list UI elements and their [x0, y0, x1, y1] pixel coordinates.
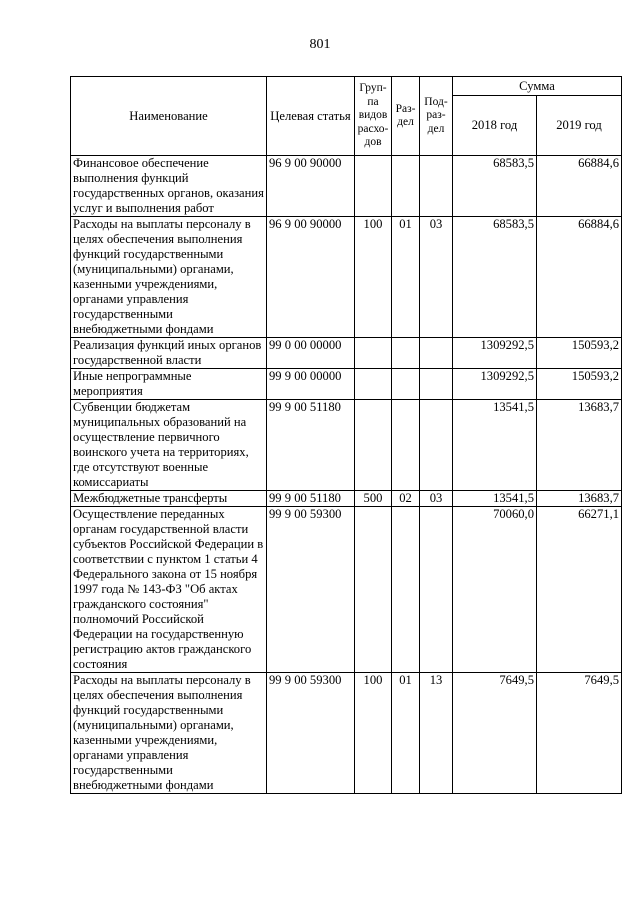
row-group: 500	[355, 491, 392, 507]
header-sum: Сумма	[453, 77, 622, 96]
row-name: Финансовое обеспечение выполнения функций государственных органов, оказания услуг и выполнения работ	[71, 156, 267, 217]
header-subsection: Под-раз-дел	[420, 77, 453, 156]
row-sum-2019: 7649,5	[537, 673, 622, 794]
row-sum-2019: 150593,2	[537, 369, 622, 400]
row-sum-2019: 66884,6	[537, 156, 622, 217]
row-section: 01	[392, 217, 420, 338]
table-row	[71, 400, 622, 491]
row-article: 99 9 00 59300	[267, 673, 355, 794]
budget-table	[70, 76, 622, 794]
row-article: 99 9 00 51180	[267, 491, 355, 507]
row-article: 96 9 00 90000	[267, 217, 355, 338]
header-article: Целевая статья	[267, 77, 355, 156]
header-year-2018: 2018 год	[453, 96, 537, 156]
row-name: Межбюджетные трансферты	[71, 491, 267, 507]
row-subsection: 03	[420, 491, 453, 507]
row-article: 99 9 00 59300	[267, 507, 355, 673]
row-subsection	[420, 369, 453, 400]
page-number: 801	[309, 37, 331, 52]
row-subsection: 13	[420, 673, 453, 794]
row-subsection	[420, 338, 453, 369]
table-row	[71, 338, 622, 369]
row-name: Иные непрограммные мероприятия	[71, 369, 267, 400]
row-group: 100	[355, 673, 392, 794]
header-group: Груп-па видов расхо-дов	[355, 77, 392, 156]
table-row	[71, 156, 622, 217]
row-article: 96 9 00 90000	[267, 156, 355, 217]
row-section	[392, 507, 420, 673]
row-article: 99 0 00 00000	[267, 338, 355, 369]
row-subsection	[420, 156, 453, 217]
row-sum-2018: 68583,5	[453, 217, 537, 338]
header-year-2019: 2019 год	[537, 96, 622, 156]
row-sum-2019: 13683,7	[537, 400, 622, 491]
row-group	[355, 156, 392, 217]
table-row	[71, 507, 622, 673]
row-name: Расходы на выплаты персоналу в целях обеспечения выполнения функций государственными (муниципальными) органами, казенными учреждениями, органами управления государственными внебюджетными фондами	[71, 217, 267, 338]
row-article: 99 9 00 51180	[267, 400, 355, 491]
row-article: 99 9 00 00000	[267, 369, 355, 400]
row-section: 02	[392, 491, 420, 507]
row-subsection	[420, 400, 453, 491]
row-group	[355, 369, 392, 400]
row-sum-2019: 150593,2	[537, 338, 622, 369]
row-sum-2019: 66884,6	[537, 217, 622, 338]
row-sum-2018: 13541,5	[453, 491, 537, 507]
table-row	[71, 673, 622, 794]
row-name: Осуществление переданных органам государственной власти субъектов Российской Федерации в соответствии с пунктом 1 статьи 4 Федерального закона от 15 ноября 1997 года № 143-ФЗ "Об актах гражданского состояния" полномочий Российской Федерации на государственную регистрацию актов гражданского состояния	[71, 507, 267, 673]
row-group: 100	[355, 217, 392, 338]
table-row	[71, 491, 622, 507]
table-row	[71, 369, 622, 400]
row-name: Расходы на выплаты персоналу в целях обеспечения выполнения функций государственными (муниципальными) органами, казенными учреждениями, органами управления государственными внебюджетными фондами	[71, 673, 267, 794]
row-sum-2018: 7649,5	[453, 673, 537, 794]
row-sum-2019: 66271,1	[537, 507, 622, 673]
row-sum-2018: 13541,5	[453, 400, 537, 491]
row-sum-2018: 1309292,5	[453, 369, 537, 400]
row-section: 01	[392, 673, 420, 794]
row-sum-2019: 13683,7	[537, 491, 622, 507]
header-name: Наименование	[71, 77, 267, 156]
row-name: Субвенции бюджетам муниципальных образований на осуществление первичного воинского учета на территориях, где отсутствуют военные комиссариаты	[71, 400, 267, 491]
row-section	[392, 338, 420, 369]
row-section	[392, 400, 420, 491]
row-section	[392, 156, 420, 217]
row-name: Реализация функций иных органов государственной власти	[71, 338, 267, 369]
row-subsection	[420, 507, 453, 673]
row-group	[355, 507, 392, 673]
row-subsection: 03	[420, 217, 453, 338]
row-sum-2018: 1309292,5	[453, 338, 537, 369]
row-section	[392, 369, 420, 400]
row-sum-2018: 70060,0	[453, 507, 537, 673]
header-section: Раз-дел	[392, 77, 420, 156]
row-group	[355, 400, 392, 491]
row-group	[355, 338, 392, 369]
row-sum-2018: 68583,5	[453, 156, 537, 217]
table-row	[71, 217, 622, 338]
